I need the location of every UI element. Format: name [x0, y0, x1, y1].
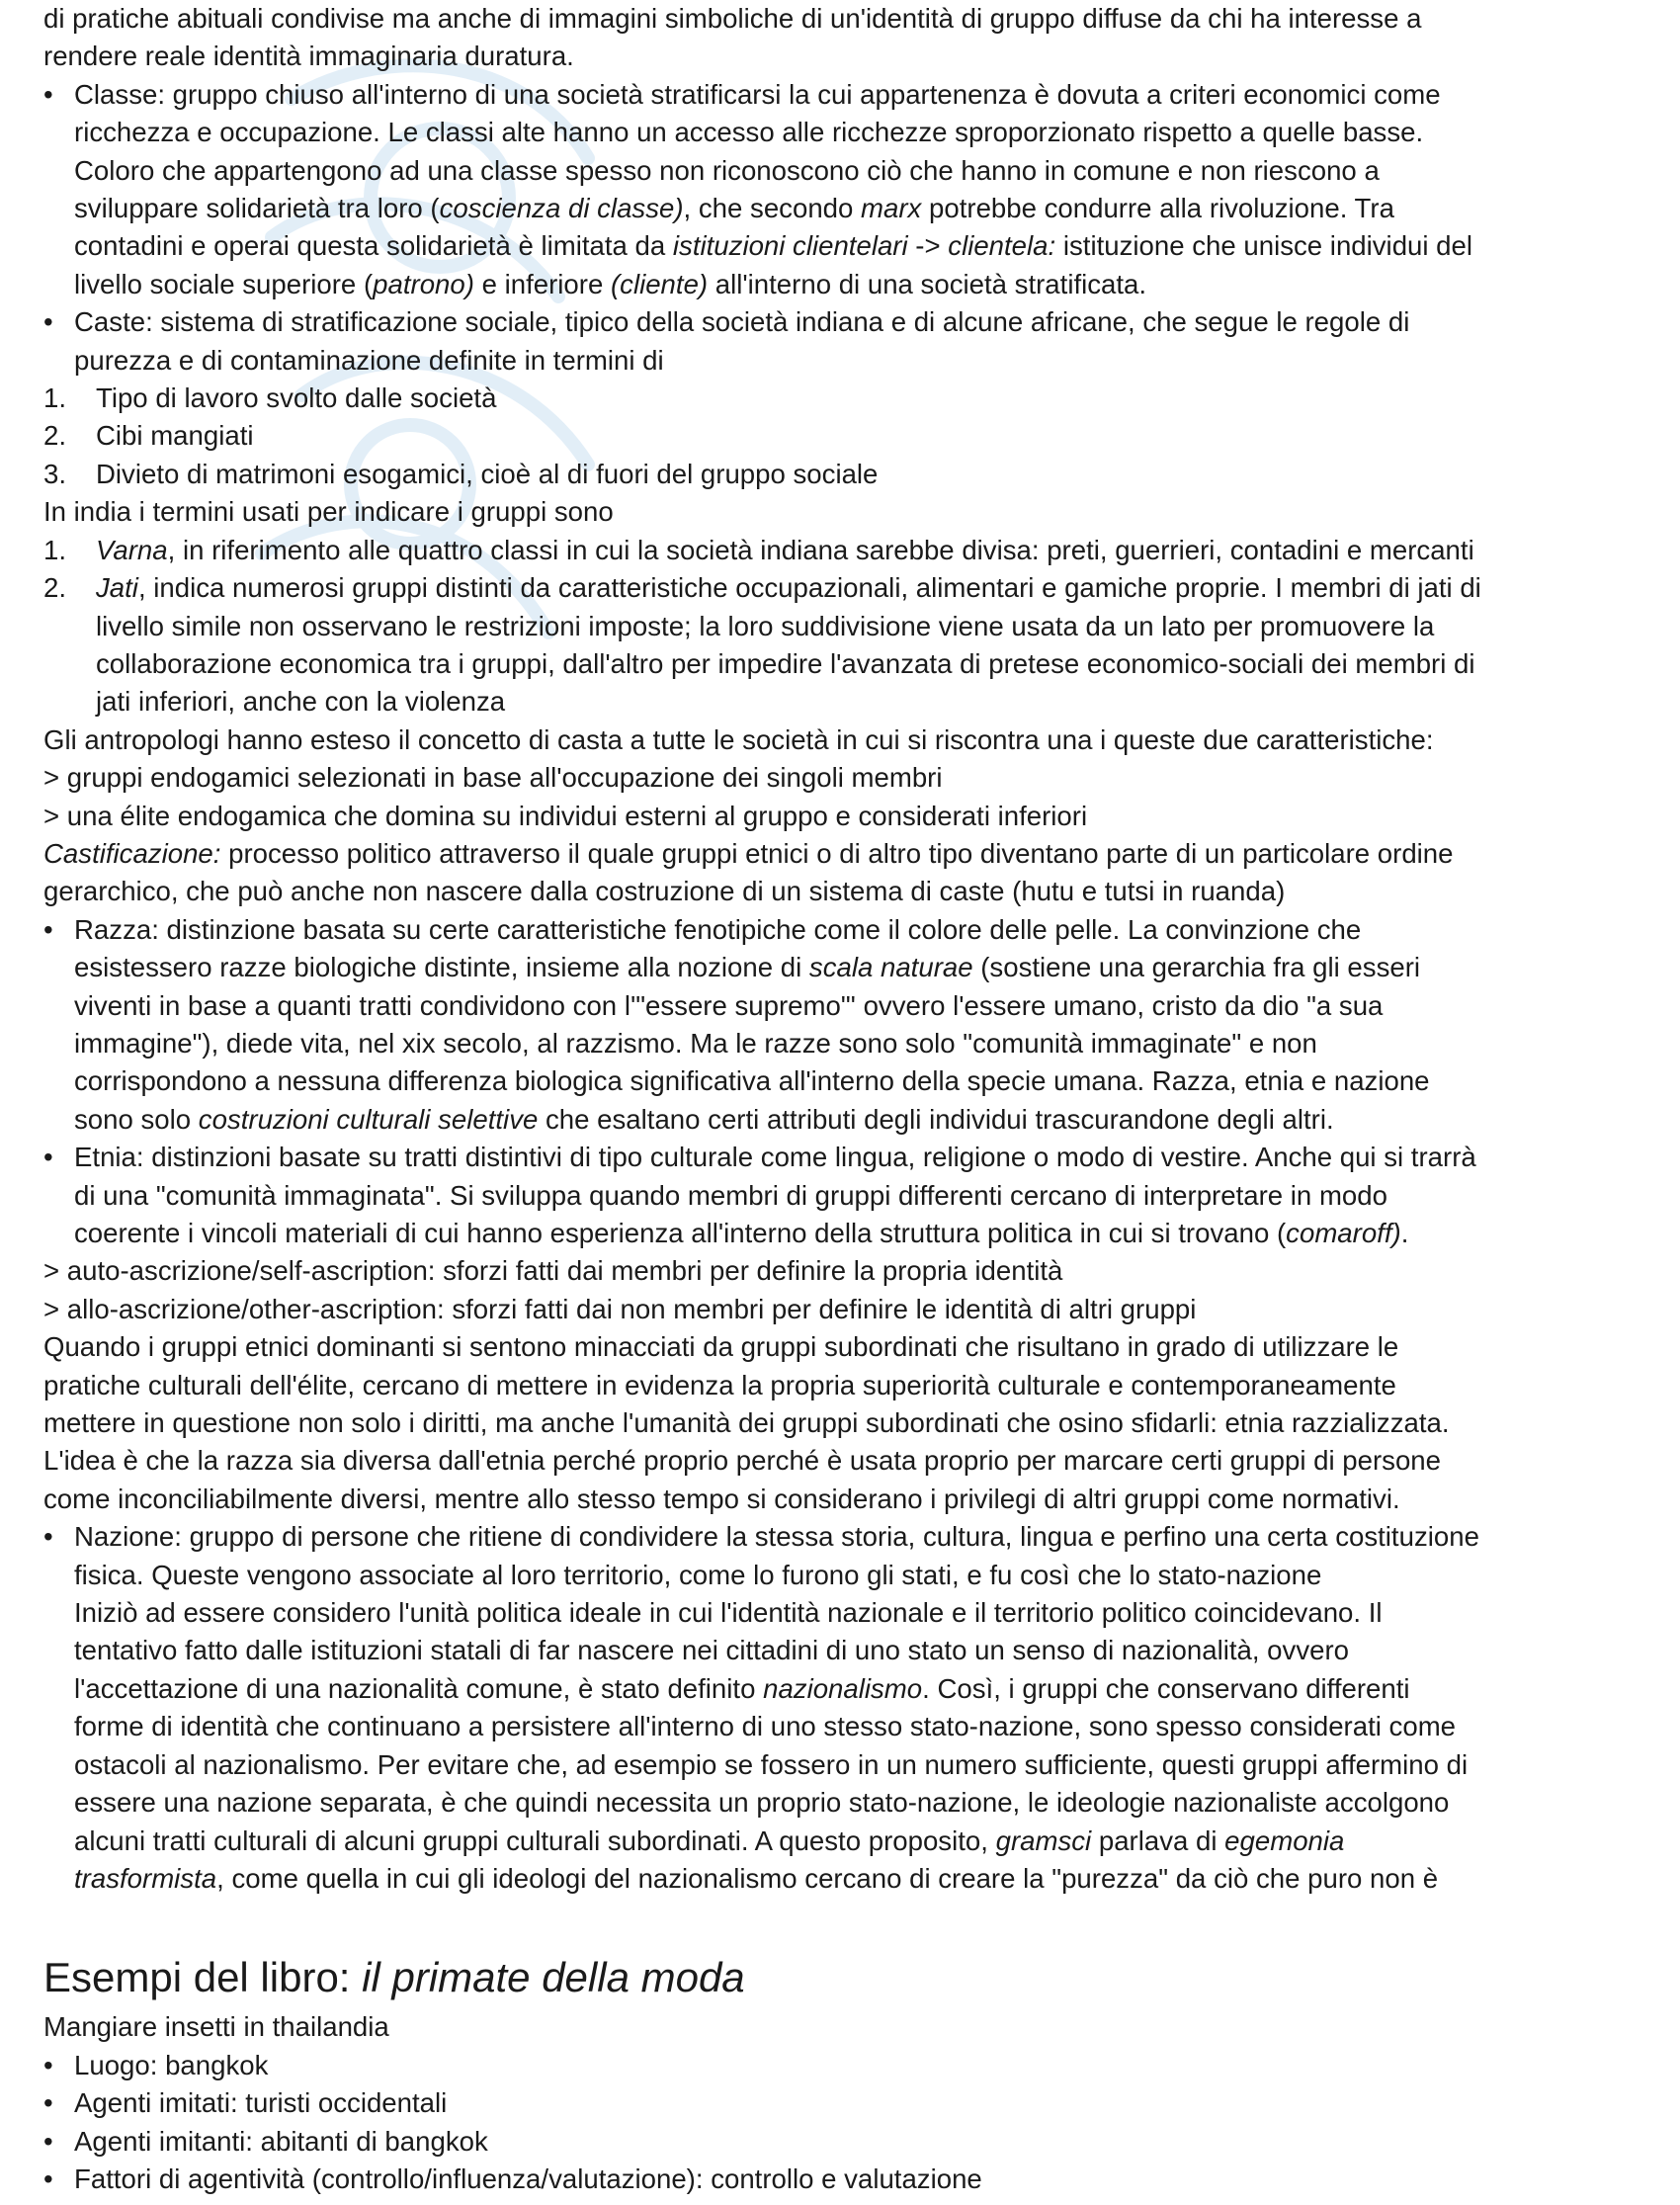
text-run: , indica numerosi gruppi distinti da caratteristiche occupazionali, alimentari e gamiche proprie. I membri di jati di: [137, 572, 1481, 604]
italic-text: comaroff): [1286, 1218, 1401, 1248]
text-line: [43, 1823, 1649, 1860]
text-line: [43, 1481, 1649, 1518]
text-run: processo politico attraverso il quale gruppi etnici o di altro tipo diventano parte di un particolare ordine: [220, 837, 1454, 869]
text-run: rendere reale identità immaginaria duratura.: [43, 41, 574, 72]
text-run: Iniziò ad essere considero l'unità politica ideale in cui l'identità nazionale e il territorio politico coincidevano. Il: [74, 1597, 1383, 1629]
section-list-item: • Agenti imitati: turisti occidentali: [43, 2084, 1649, 2122]
text-line: [43, 0, 1649, 38]
document-page: [43, 0, 1649, 2198]
text-line: [43, 1708, 1649, 1745]
text-run: .: [1400, 1218, 1409, 1248]
text-run: potrebbe condurre alla rivoluzione. Tra: [921, 193, 1394, 224]
text-line: [43, 114, 1649, 151]
text-line: [43, 873, 1649, 910]
text-run: (sostiene una gerarchia fra gli esseri: [972, 952, 1421, 983]
text-line: [43, 1062, 1649, 1100]
text-line: [43, 949, 1649, 986]
text-line: [43, 1557, 1649, 1594]
italic-text: Castificazione:: [43, 837, 221, 869]
text-line: [43, 798, 1649, 835]
text-run: coerente i vincoli materiali di cui hanno esperienza all'interno della struttura politica in cui si trovano (: [74, 1218, 1287, 1248]
list-number: 2.: [43, 572, 67, 604]
text-run: viventi in base a quanti tratti condividono con l'"essere supremo"' ovvero l'essere umano, cristo da dio "a sua: [74, 989, 1384, 1021]
text-line: [43, 1594, 1649, 1632]
text-run: di pratiche abituali condivise ma anche di immagini simboliche di un'identità di gruppo diffuse da chi ha interesse a: [43, 3, 1422, 34]
text-line: [43, 683, 1649, 721]
text-run: forme di identità che continuano a persistere all'interno di uno stesso stato-nazione, sono spesso considerati come: [74, 1711, 1457, 1742]
text-run: jati inferiori, anche con la violenza: [96, 686, 506, 718]
numbered-line: [43, 532, 1649, 569]
section-list-item: • Fattori di agentività (controllo/influenza/valutazione): controllo e valutazione: [43, 2161, 1649, 2198]
text-run: Razza: distinzione basata su certe caratteristiche fenotipiche come il colore delle pelle. La convinzione che: [74, 913, 1362, 945]
text-run: purezza e di contaminazione definite in termini di: [74, 344, 664, 376]
italic-text: nazionalismo: [763, 1672, 923, 1704]
italic-text: coscienza di classe): [439, 193, 684, 224]
text-run: essere una nazione separata, è che quindi necessita un proprio stato-nazione, le ideologie nazionaliste accolgono: [74, 1787, 1450, 1819]
text-line: [43, 1746, 1649, 1784]
italic-text: Jati: [96, 572, 138, 604]
bullet-line: [43, 1518, 1649, 1556]
text-line: [43, 1215, 1649, 1252]
text-run: gerarchico, che può anche non nascere dalla costruzione di un sistema di caste (hutu e tutsi in ruanda): [43, 876, 1286, 907]
italic-text: costruzioni culturali selettive: [198, 1103, 539, 1135]
list-number: 2.: [43, 420, 67, 452]
text-line: [43, 1404, 1649, 1442]
text-run: istituzione che unisce individui del: [1055, 230, 1473, 262]
text-run: parlava di: [1091, 1824, 1225, 1856]
text-run: livello simile non osservano le restrizioni imposte; la loro suddivisione viene usata da un lato per promuovere la: [96, 610, 1435, 641]
text-line: [43, 1670, 1649, 1708]
text-run: In india i termini usati per indicare i gruppi sono: [43, 496, 614, 528]
text-run: Nazione: gruppo di persone che ritiene di condividere la stessa storia, cultura, lingua e perfino una certa costituzione: [74, 1521, 1479, 1553]
text-run: sviluppare solidarietà tra loro (: [74, 193, 440, 224]
section-heading: [43, 1947, 1649, 2008]
bullet-line: [43, 303, 1649, 341]
text-run: Etnia: distinzioni basate su tratti distintivi di tipo culturale come lingua, religione o modo di vestire. Anche qui si trarrà: [74, 1142, 1476, 1173]
text-line: [43, 1291, 1649, 1328]
text-run: immagine"), diede vita, nel xix secolo, al razzismo. Ma le razze sono solo "comunità immaginate" e non: [74, 1027, 1317, 1059]
text-run: ricchezza e occupazione. Le classi alte hanno un accesso alle ricchezze sproporzionato rispetto a quelle basse.: [74, 117, 1424, 148]
text-run: . Così, i gruppi che conservano differenti: [922, 1672, 1410, 1704]
numbered-line: [43, 456, 1649, 493]
text-run: > allo-ascrizione/other-ascription: sforzi fatti dai non membri per definire le identità di altri gruppi: [43, 1293, 1197, 1324]
text-run: esistessero razze biologiche distinte, insieme alla nozione di: [74, 952, 809, 983]
text-run: , che secondo: [683, 193, 862, 224]
text-run: fisica. Queste vengono associate al loro territorio, come lo furono gli stati, e fu così che lo stato-nazione: [74, 1559, 1322, 1590]
text-run: l'accettazione di una nazionalità comune, è stato definito: [74, 1672, 764, 1704]
text-run: alcuni tratti culturali di alcuni gruppi culturali subordinati. A questo proposito,: [74, 1824, 996, 1856]
list-number: 3.: [43, 458, 67, 489]
italic-text: clientela:: [948, 230, 1056, 262]
numbered-line: [43, 569, 1649, 607]
document-body: [43, 0, 1649, 1898]
text-line: [43, 1367, 1649, 1404]
italic-text: trasformista: [74, 1862, 217, 1894]
italic-text: istituzioni clientelari: [672, 230, 908, 262]
numbered-line: [43, 417, 1649, 455]
bullet-line: [43, 911, 1649, 949]
text-line: [43, 1252, 1649, 1290]
text-run: ostacoli al nazionalismo. Per evitare che, ad esempio se fossero in un numero sufficiente, questi gruppi affermino di: [74, 1748, 1469, 1780]
text-line: [43, 227, 1649, 265]
text-run: Divieto di matrimoni esogamici, cioè al di fuori del gruppo sociale: [96, 458, 879, 489]
text-run: pratiche culturali dell'élite, cercano di mettere in evidenza la propria superiorità culturale e contemporaneamente: [43, 1369, 1396, 1400]
italic-text: (cliente): [610, 268, 709, 299]
text-line: [43, 608, 1649, 645]
italic-text: egemonia: [1224, 1824, 1345, 1856]
text-line: [43, 1025, 1649, 1062]
italic-text: scala naturae: [808, 952, 973, 983]
text-run: Cibi mangiati: [96, 420, 254, 452]
bullet-line: [43, 1139, 1649, 1176]
section-heading-title: il primate della moda: [362, 1954, 745, 2001]
text-line: [43, 1101, 1649, 1139]
text-line: [43, 1860, 1649, 1898]
text-line: [43, 1328, 1649, 1366]
text-line: [43, 721, 1649, 759]
text-run: come inconciliabilmente diversi, mentre allo stesso tempo si considerano i privilegi di altri gruppi come normativi.: [43, 1483, 1400, 1514]
text-run: ->: [907, 230, 949, 262]
text-run: e inferiore: [473, 268, 611, 299]
section-list: [43, 2047, 1649, 2199]
section-list-item: • Luogo: bangkok: [43, 2047, 1649, 2084]
text-line: [43, 342, 1649, 380]
text-run: L'idea è che la razza sia diversa dall'etnia perché proprio perché è usata proprio per marcare certi gruppi di persone: [43, 1445, 1442, 1477]
text-line: [43, 1177, 1649, 1215]
text-line: [43, 266, 1649, 303]
text-run: che esaltano certi attributi degli individui trascurandone degli altri.: [538, 1103, 1334, 1135]
text-line: [43, 190, 1649, 227]
list-number: 1.: [43, 382, 67, 414]
text-line: [43, 493, 1649, 531]
text-run: , in riferimento alle quattro classi in cui la società indiana sarebbe divisa: preti, guerrieri, contadini e mercanti: [167, 534, 1474, 565]
text-run: livello sociale superiore (: [74, 268, 374, 299]
text-run: , come quella in cui gli ideologi del nazionalismo cercano di creare la "purezza" da ciò che puro non è: [216, 1862, 1439, 1894]
numbered-line: [43, 380, 1649, 417]
text-line: [43, 759, 1649, 797]
text-run: Classe: gruppo chiuso all'interno di una società stratificarsi la cui appartenenza è dovuta a criteri economici come: [74, 78, 1441, 110]
text-line: [43, 1784, 1649, 1822]
text-line: [43, 1442, 1649, 1480]
text-run: sono solo: [74, 1103, 199, 1135]
text-line: [43, 987, 1649, 1025]
text-run: corrispondono a nessuna differenza biologica significativa all'interno della specie umana. Razza, etnia e nazione: [74, 1065, 1430, 1097]
text-run: contadini e operai questa solidarietà è limitata da: [74, 230, 673, 262]
italic-text: gramsci: [995, 1824, 1092, 1856]
text-run: Caste: sistema di stratificazione sociale, tipico della società indiana e di alcune africane, che segue le regole di: [74, 306, 1410, 338]
text-run: mettere in questione non solo i diritti, ma anche l'umanità dei gruppi subordinati che osino sfidarli: etnia razzializzata.: [43, 1407, 1450, 1439]
text-run: > gruppi endogamici selezionati in base all'occupazione dei singoli membri: [43, 762, 943, 794]
text-line: [43, 152, 1649, 190]
text-run: Tipo di lavoro svolto dalle società: [96, 382, 497, 414]
italic-text: patrono): [373, 268, 474, 299]
text-run: di una "comunità immaginata". Si sviluppa quando membri di gruppi differenti cercano di interpretare in modo: [74, 1179, 1387, 1211]
italic-text: marx: [861, 193, 922, 224]
text-line: [43, 1632, 1649, 1669]
text-run: all'interno di una società stratificata.: [708, 268, 1147, 299]
list-number: 1.: [43, 534, 67, 565]
text-run: tentativo fatto dalle istituzioni statali di far nascere nei cittadini di uno stato un senso di nazionalità, ovvero: [74, 1635, 1349, 1666]
text-run: Quando i gruppi etnici dominanti si sentono minacciati da gruppi subordinati che risultano in grado di utilizzare le: [43, 1331, 1399, 1363]
text-run: Coloro che appartengono ad una classe spesso non riconoscono ciò che hanno in comune e non riescono a: [74, 154, 1380, 186]
section-heading-prefix: Esempi del libro:: [43, 1954, 363, 2001]
section-list-item: • Agenti imitanti: abitanti di bangkok: [43, 2123, 1649, 2161]
text-run: collaborazione economica tra i gruppi, dall'altro per impedire l'avanzata di pretese economico-sociali dei membri di: [96, 647, 1475, 679]
text-line: [43, 38, 1649, 75]
text-run: > una élite endogamica che domina su individui esterni al gruppo e considerati inferiori: [43, 800, 1088, 831]
italic-text: Varna: [96, 534, 168, 565]
section-subtitle: Mangiare insetti in thailandia: [43, 2011, 389, 2043]
bullet-line: [43, 76, 1649, 114]
text-line: [43, 645, 1649, 683]
text-line: [43, 835, 1649, 873]
text-run: > auto-ascrizione/self-ascription: sforzi fatti dai membri per definire la propria identità: [43, 1255, 1063, 1287]
text-run: Gli antropologi hanno esteso il concetto di casta a tutte le società in cui si riscontra una i queste due caratteristiche:: [43, 723, 1434, 755]
